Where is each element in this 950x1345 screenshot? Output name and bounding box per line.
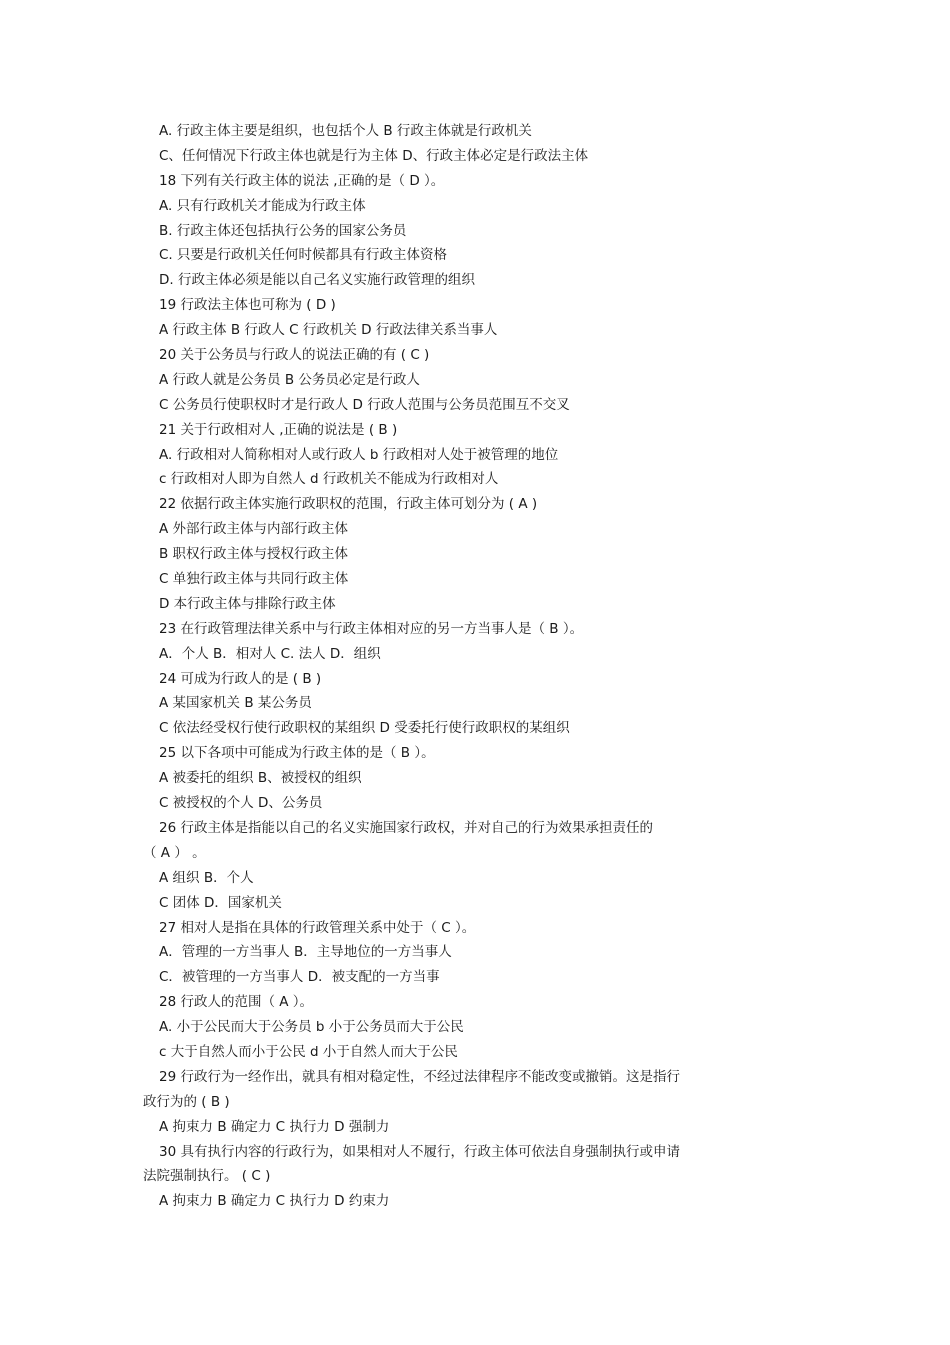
text-line: 25 以下各项中可能成为行政主体的是（ B ）。 xyxy=(159,745,435,762)
text-line: A 行政主体 B 行政人 C 行政机关 D 行政法律关系当事人 xyxy=(159,322,498,339)
text-line: C 公务员行使职权时才是行政人 D 行政人范围与公务员范围互不交叉 xyxy=(159,396,570,413)
text-line: A 行政人就是公务员 B 公务员必定是行政人 xyxy=(159,371,420,388)
text-line: A 组织 B．个人 xyxy=(159,869,254,886)
text-line: 29 行政行为一经作出，就具有相对稳定性，不经过法律程序不能改变或撤销。这是指行 xyxy=(159,1068,680,1085)
text-line: B 职权行政主体与授权行政主体 xyxy=(159,546,349,563)
text-line: A．管理的一方当事人 B．主导地位的一方当事人 xyxy=(159,944,452,961)
text-line: A．个人 B．相对人 C. 法人 D．组织 xyxy=(159,645,381,662)
text-line: 26 行政主体是指能以自己的名义实施国家行政权，并对自己的行为效果承担责任的 xyxy=(159,819,653,836)
text-line: A. 行政相对人简称相对人或行政人 b 行政相对人处于被管理的地位 xyxy=(159,446,559,463)
document-body xyxy=(143,119,743,1214)
text-line: C 团体 D．国家机关 xyxy=(159,894,282,911)
text-line: A 拘束力 B 确定力 C 执行力 D 约束力 xyxy=(159,1193,390,1210)
text-line: C. 只要是行政机关任何时候都具有行政主体资格 xyxy=(159,247,448,264)
text-line: 19 行政法主体也可称为 ( D ) xyxy=(159,297,336,314)
text-line: 法院强制执行。 ( C ) xyxy=(143,1168,271,1185)
text-line: A. 小于公民而大于公务员 b 小于公务员而大于公民 xyxy=(159,1019,464,1036)
text-line: 政行为的 ( B ) xyxy=(143,1093,230,1110)
text-line: 18 下列有关行政主体的说法 ,正确的是（ D ）。 xyxy=(159,172,445,189)
text-line: （ A ） 。 xyxy=(143,844,206,861)
text-line: 27 相对人是指在具体的行政管理关系中处于（ C ）。 xyxy=(159,919,476,936)
text-line: 22 依据行政主体实施行政职权的范围，行政主体可划分为 ( A ) xyxy=(159,496,538,513)
text-line: C 单独行政主体与共同行政主体 xyxy=(159,571,349,588)
text-line: A. 只有行政机关才能成为行政主体 xyxy=(159,197,366,214)
text-line: 21 关于行政相对人 ,正确的说法是 ( B ) xyxy=(159,421,398,438)
text-line: C 依法经受权行使行政职权的某组织 D 受委托行使行政职权的某组织 xyxy=(159,720,570,737)
text-line: 30 具有执行内容的行政行为，如果相对人不履行，行政主体可依法自身强制执行或申请 xyxy=(159,1143,680,1160)
text-line: 28 行政人的范围（ A ）。 xyxy=(159,994,314,1011)
text-line: C．被管理的一方当事人 D．被支配的一方当事 xyxy=(159,969,440,986)
text-line: A 外部行政主体与内部行政主体 xyxy=(159,521,349,538)
text-line: c 大于自然人而小于公民 d 小于自然人而大于公民 xyxy=(159,1043,458,1060)
text-line: 24 可成为行政人的是 ( B ) xyxy=(159,670,322,687)
text-line: D 本行政主体与排除行政主体 xyxy=(159,595,336,612)
text-line: B. 行政主体还包括执行公务的国家公务员 xyxy=(159,222,407,239)
text-line: A. 行政主体主要是组织，也包括个人 B 行政主体就是行政机关 xyxy=(159,123,532,139)
text-line: A 某国家机关 B 某公务员 xyxy=(159,695,312,712)
text-line: 20 关于公务员与行政人的说法正确的有 ( C ) xyxy=(159,347,430,364)
text-line: A 被委托的组织 B、被授权的组织 xyxy=(159,770,362,787)
text-line: D. 行政主体必须是能以自己名义实施行政管理的组织 xyxy=(159,272,475,289)
text-line: A 拘束力 B 确定力 C 执行力 D 强制力 xyxy=(159,1118,390,1135)
text-line: C 被授权的个人 D、公务员 xyxy=(159,795,323,812)
text-line: 23 在行政管理法律关系中与行政主体相对应的另一方当事人是（ B ）。 xyxy=(159,620,584,637)
text-line: c 行政相对人即为自然人 d 行政机关不能成为行政相对人 xyxy=(159,471,499,488)
text-line: C、任何情况下行政主体也就是行为主体 D、行政主体必定是行政法主体 xyxy=(159,147,589,164)
